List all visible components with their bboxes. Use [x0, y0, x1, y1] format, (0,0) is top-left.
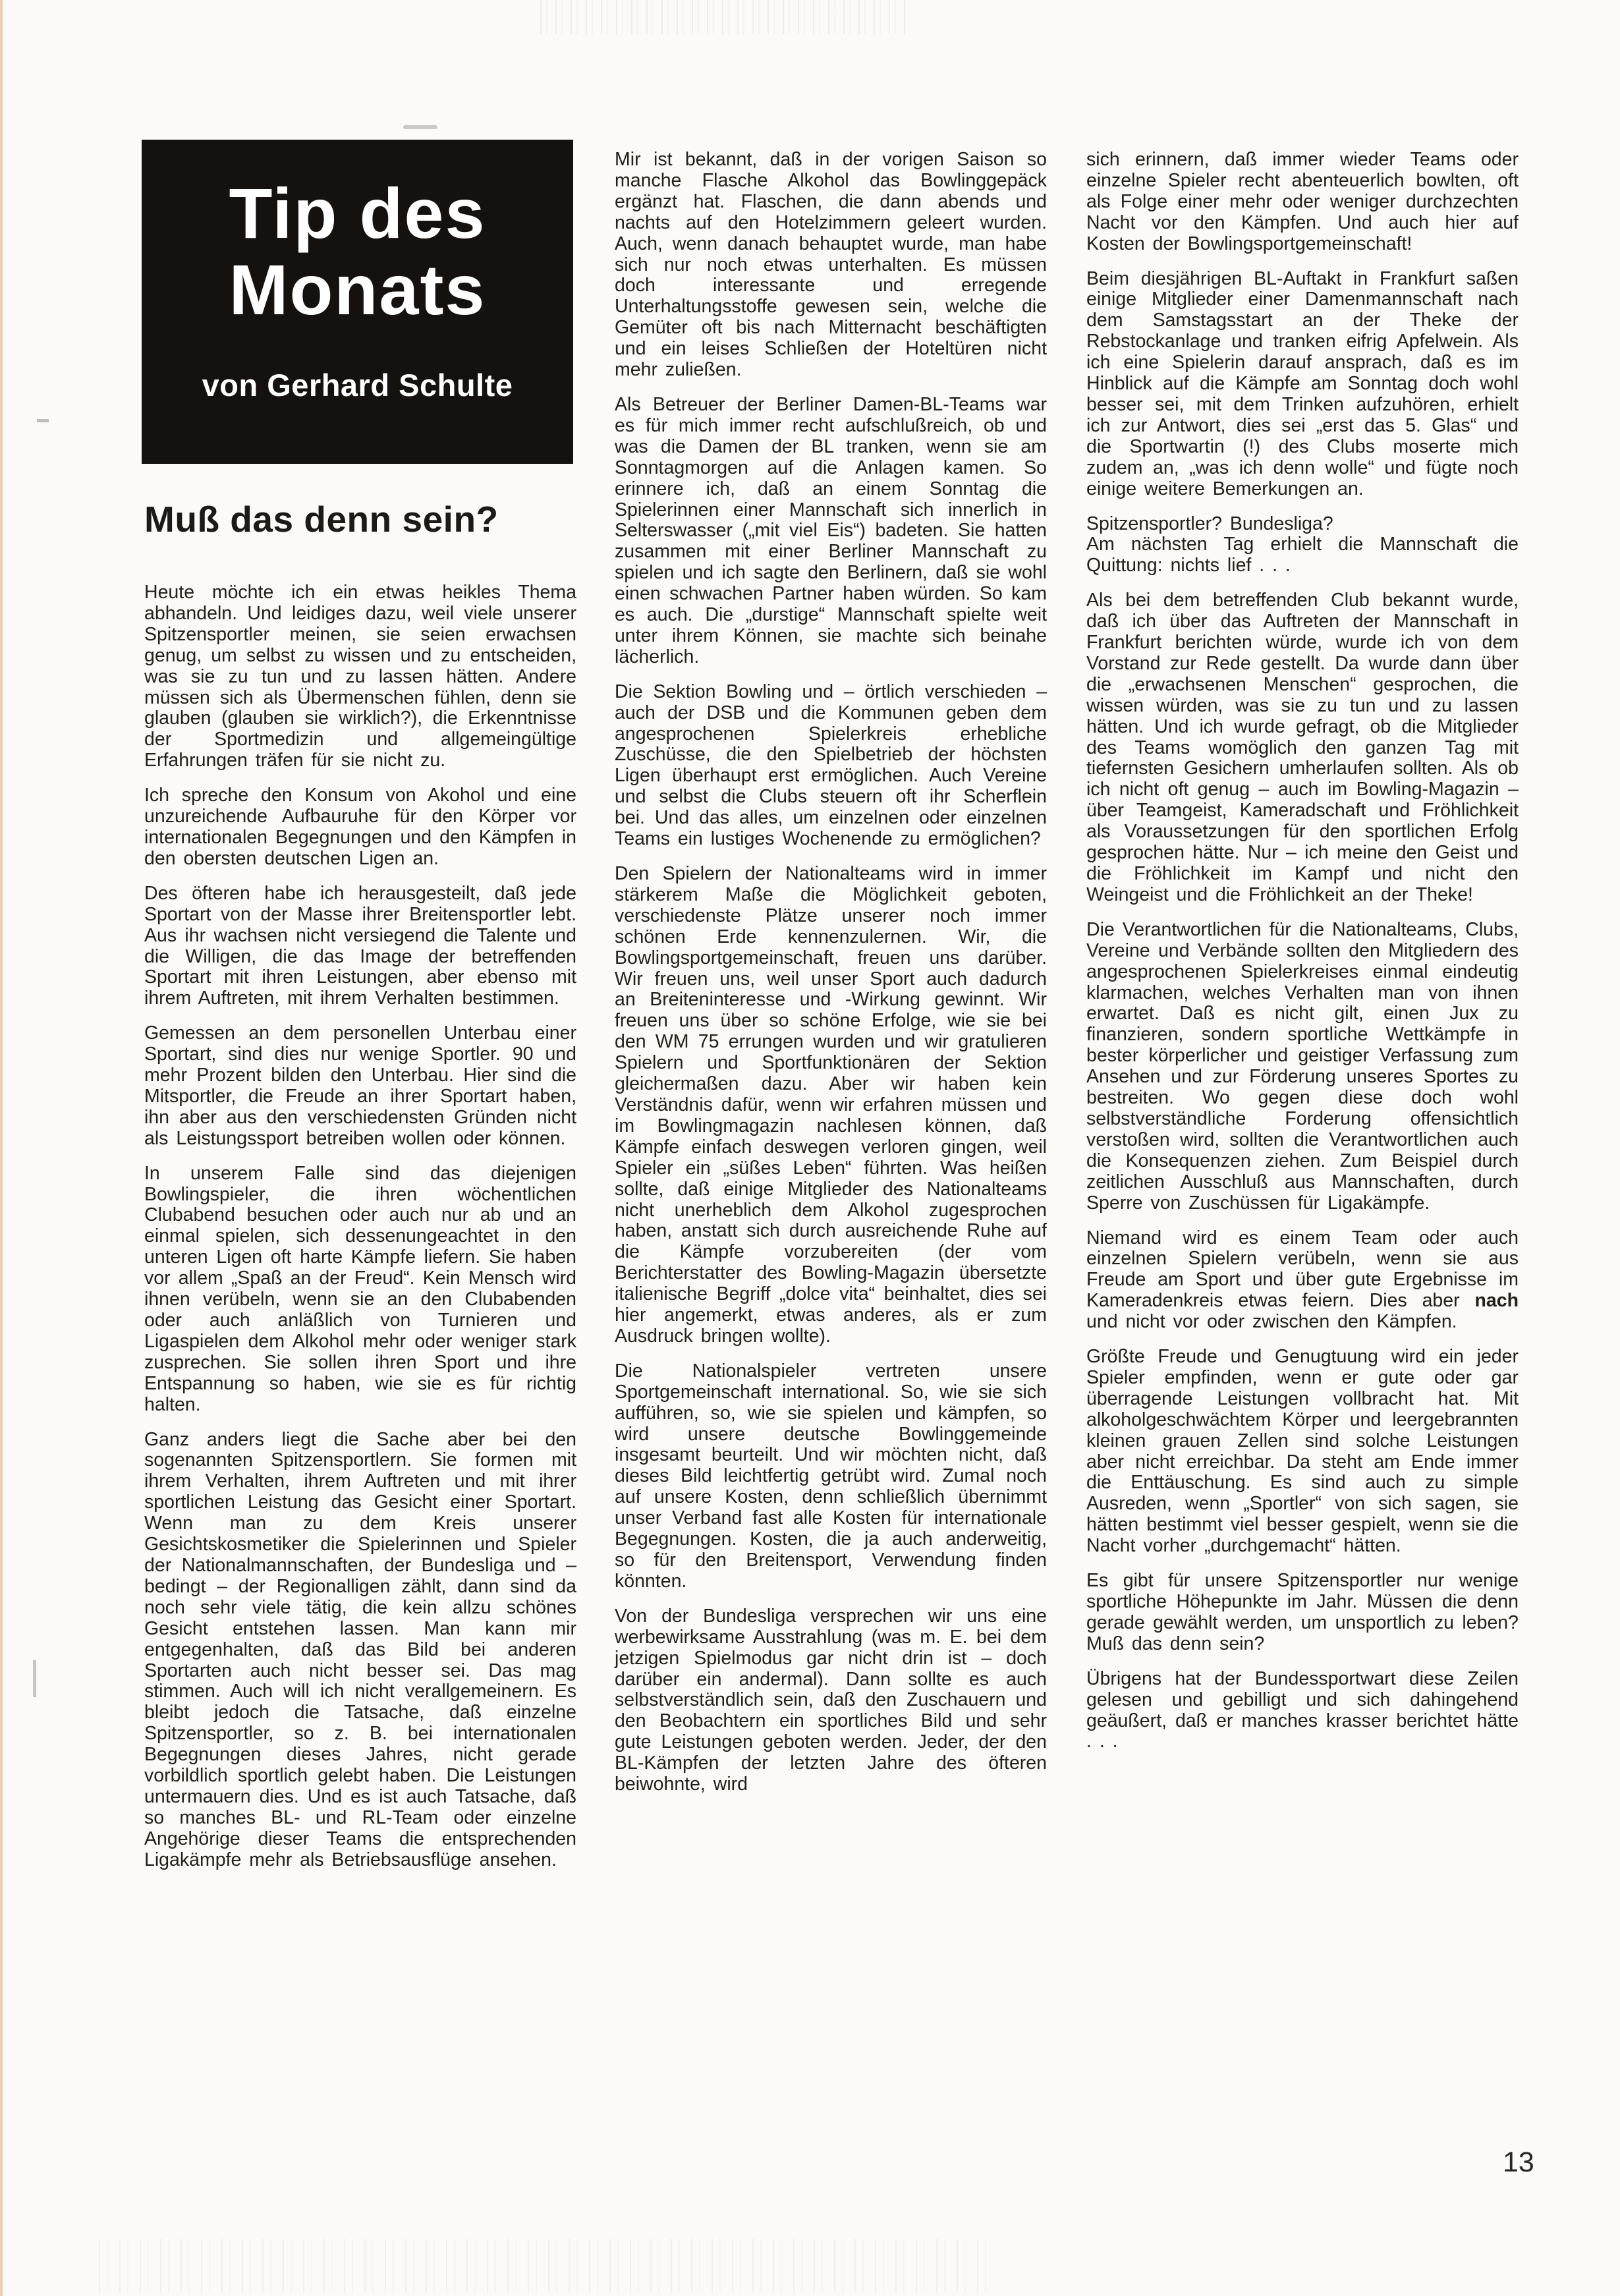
article-paragraph [615, 682, 1047, 850]
masthead-title-line2: Monats [229, 249, 486, 329]
text-run: In unserem Falle sind das diejenigen Bowlingspieler, die ihren wöchentlichen Clubabend besuchen oder auch nur ab und an einmal spielen, sich dessenungeachtet in den unteren Ligen oft harte Kämpfe liefern. Sie haben vor allem „Spaß an der Freud“. Kein Mensch wird ihnen verübeln, wenn sie an den Clubabenden oder auch anläßlich von Turnieren und Ligaspielen dem Alkohol mehr oder weniger stark zusprechen. Sie sollen ihren Sport und ihre Entspannung so haben, wie sie es für richtig halten. [144, 1162, 576, 1415]
article-column-2 [615, 150, 1047, 1795]
scan-artifact-dash [403, 125, 437, 129]
text-run: sich erinnern, daß immer wieder Teams oder einzelne Spieler recht abenteuerlich bowlten, oft als Folge einer mehr oder weniger durchzechten Nacht vor den Kämpfen. Und auch hier auf Kosten der Bowlingsportgemeinschaft! [1086, 149, 1519, 254]
text-run: Ganz anders liegt die Sache aber bei den sogenannten Spitzensportlern. Sie formen mit ihrem Verhalten, ihrem Auftreten und mit ihrer sportlichen Leistung das Gesicht einer Sportart. Wenn man zu dem Kreis unserer Gesichtskosmetiker die Spielerinnen und Spieler der Nationalmannschaften, der Bundesliga und – bedingt – der Regionalligen zählt, dann sind da noch sehr viele tätig, die kein allzu schönes Gesicht entstehen lassen. Man kann mir entgegenhalten, daß das Bild bei anderen Sportarten auch nicht besser sei. Das mag stimmen. Auch will ich nicht verallgemeinern. Es bleibt jedoch die Tatsache, daß einzelne Spitzensportler, so z. B. bei internationalen Begegnungen dieses Jahres, nicht gerade vorbildlich sportlich gelebt haben. Die Leistungen untermauern dies. Und es ist auch Tatsache, daß so manches BL- und RL-Team oder einzelne Angehörige dieser Teams die entsprechenden Ligakämpfe mehr als Betriebsausflüge ansehen. [144, 1428, 576, 1870]
text-run: Als Betreuer der Berliner Damen-BL-Teams war es für mich immer recht aufschlußreich, ob und was die Damen der BL tranken, wenn sie am Sonntagmorgen auf die Anlagen kamen. So erinnere ich, daß an einem Sonntag die Spielerinnen einer Mannschaft sich innerlich in Selterswasser („mit viel Eis“) badeten. Sie hatten zusammen mit einer Berliner Mannschaft zu spielen und ich sagte den Berlinern, daß sie wohl einen schwachen Partner haben würden. So kam es auch. Die „durstige“ Mannschaft spielte weit unter ihrem Können, sie machte sich beinahe lächerlich. [615, 393, 1047, 667]
text-run: Niemand wird es einem Team oder auch einzelnen Spielern verübeln, wenn sie aus Freude am Sport und über gute Ergebnisse im Kameradenkreis etwas feiern. Dies aber [1086, 1227, 1519, 1312]
emphasized-text: nach [1474, 1290, 1519, 1312]
scan-artifact-bottom-streaks [99, 2239, 988, 2293]
text-run: Es gibt für unsere Spitzensportler nur wenige sportliche Höhepunkte im Jahr. Müssen die denn gerade gewählt werden, um unsportlich zu leben? Muß das denn sein? [1086, 1570, 1519, 1654]
text-run: und nicht vor oder zwischen den Kämpfen. [1086, 1311, 1457, 1333]
text-run: Als bei dem betreffenden Club bekannt wurde, daß ich über das Auftreten der Mannschaft in Frankfurt berichten würde, wurde ich von dem Vorstand zur Rede gestellt. Da wurde dann über die „erwachsenen Menschen“ gesprochen, die wissen würden, was sie zu tun und zu lassen hätten. Und ich wurde gefragt, ob die Mitglieder des Teams womöglich den ganzen Tag mit tiefernsten Gesichern umherlaufen sollten. Als ob ich nicht oft genug – auch im Bowling-Magazin – über Teamgeist, Kameradschaft und Fröhlichkeit als Voraussetzungen für den sportlichen Erfolg gesprochen hätte. Nur – ich meine den Geist und die Fröhlichkeit im Kampf und nicht den Weingeist und die Fröhlichkeit an der Theke! [1086, 590, 1519, 905]
article-paragraph [1086, 1347, 1519, 1557]
article-paragraph [1086, 269, 1519, 500]
text-run: Mir ist bekannt, daß in der vorigen Saison so manche Flasche Alkohol das Bowlinggepäck ergänzt hat. Flaschen, die dann abends und nachts auf den Hotelzimmern geleert wurden. Auch, wenn danach behauptet wurde, man habe sich nur noch etwas unterhalten. Es müssen doch interessante und erregende Unterhaltungsstoffe gewesen sein, welche die Gemüter oft bis nach Mitternacht beschäftigten und ein leises Schließen der Hoteltüren nicht mehr zuließen. [615, 149, 1047, 381]
text-run: Die Verantwortlichen für die Nationalteams, Clubs, Vereine und Verbände sollten den Mitgliedern des angesprochenen Spielerkreises einmal eindeutig klarmachen, welches Verhalten man von ihnen erwartet. Daß es nicht gilt, einen Jux zu finanzieren, sondern sportliche Wettkämpfe in bester körperlicher und geistiger Verfassung zum Ansehen und zur Förderung unseres Sportes zu bestreiten. Wo gegen diese doch wohl selbstverständliche Forderung offensichtlich verstoßen wird, sollten die Verantwortlichen auch die Konsequenzen ziehen. Zum Beispiel durch zeitlichen Ausschluß aus Mannschaften, durch Sperre von Zuschüssen für Ligakämpfe. [1086, 918, 1519, 1214]
masthead-byline: von Gerhard Schulte [202, 368, 513, 403]
text-run: Die Nationalspieler vertreten unsere Sportgemeinschaft international. So, wie sie sich aufführen, so, wie sie spielen und kämpfen, so wird unsere deutsche Bowlinggemeinde insgesamt beurteilt. Und wir möchten nicht, daß dieses Bild leichtfertig getrübt wird. Zumal noch auf unsere Kosten, denn schließlich übernimmt unser Verband fast alle Kosten für internationale Begegnungen. Kosten, die ja auch anderweitig, so für den Breitensport, Verwendung finden könnten. [615, 1360, 1047, 1592]
article-paragraph [615, 1361, 1047, 1592]
article-column-1 [144, 582, 576, 1871]
masthead-title-line1: Tip des [229, 173, 486, 253]
text-run: Die Sektion Bowling und – örtlich verschieden – auch der DSB und die Kommunen geben dem angesprochenen Spielerkreis erhebliche Zuschüsse, die den Spielbetrieb der höchsten Ligen überhaupt erst ermöglichen. Auch Vereine und selbst die Clubs steuern oft ihr Scherflein bei. Und das alles, um einzelnen oder einzelnen Teams ein lustiges Wochenende zu ermöglichen? [615, 681, 1047, 850]
masthead-box [142, 140, 573, 464]
scan-edge-line [0, 0, 3, 2296]
text-run: Spitzensportler? Bundesliga? [1086, 513, 1333, 534]
article-paragraph [144, 582, 576, 771]
article-paragraph [615, 864, 1047, 1347]
article-paragraph [1086, 514, 1519, 577]
article-paragraph [1086, 590, 1519, 906]
scan-artifact-left-mark [33, 1660, 36, 1697]
article-paragraph [615, 150, 1047, 381]
article-paragraph [615, 395, 1047, 668]
article-paragraph [1086, 1228, 1519, 1333]
scan-artifact-left-mark [37, 419, 49, 422]
article-paragraph [144, 1023, 576, 1149]
article-column-3 [1086, 150, 1519, 1752]
article-paragraph [1086, 1571, 1519, 1655]
article-paragraph [144, 785, 576, 870]
text-run: Übrigens hat der Bundessportwart diese Zeilen gelesen und gebilligt und sich dahingehend geäußert, daß er manches krasser berichtet hätte . . . [1086, 1667, 1519, 1752]
article-paragraph [1086, 920, 1519, 1214]
text-run: Den Spielern der Nationalteams wird in immer stärkerem Maße die Möglichkeit geboten, verschiedenste Plätze unserer noch immer schönen Erde kennenzulernen. Wir, die Bowlingsportgemeinschaft, freuen uns darüber. Wir freuen uns, weil unser Sport auch dadurch an Breiteninteresse und -Wirkung gewinnt. Wir freuen uns über so schöne Erfolge, wie sie bei den WM 75 errungen wurden und wir gratulieren Spielern und Sportfunktionären der Sektion gleichermaßen dazu. Aber wir haben kein Verständnis dafür, wenn wir erfahren müssen und im Bowlingmagazin nachlesen können, daß Kämpfe einfach deswegen verloren gingen, weil Spieler ein „süßes Leben“ führten. Was heißen sollte, daß einige Mitglieder des Nationalteams nicht unerheblich dem Alkohol zugesprochen haben, anstatt sich durch ausreichende Ruhe auf die Kämpfe vorzubereiten (der vom Berichterstatter des Bowling-Magazin übersetzte italienische Begriff „dolce vita“ beinhaltet, dies sei hier angemerkt, etwas anderes, als er zum Ausdruck bringen wollte). [615, 863, 1047, 1347]
text-run: Ich spreche den Konsum von Akohol und eine unzureichende Aufbauruhe für den Körper vor internationalen Begegnungen und den Kämpfen in den obersten deutschen Ligen an. [144, 785, 576, 869]
article-paragraph [144, 1430, 576, 1871]
article-paragraph [144, 883, 576, 1009]
scan-artifact-top-streaks [540, 0, 909, 34]
text-run: Beim diesjährigen BL-Auftakt in Frankfurt saßen einige Mitglieder einer Damenmannschaft nach dem Samstagsstart an der Theke der Rebstockanlage und tranken eifrig Apfelwein. Als ich eine Spielerin darauf ansprach, daß es im Hinblick auf die Kämpfe am Sonntag doch wohl besser sei, mit dem Trinken aufzuhören, erhielt ich zur Antwort, dies sei „erst das 5. Glas“ und die Sportwartin (!) des Clubs moserte mich zudem an, „was ich denn wolle“ und fügte noch einige weitere Bemerkungen an. [1086, 267, 1519, 499]
text-run: Größte Freude und Genugtuung wird ein jeder Spieler empfinden, wenn er gute oder gar überragende Leistungen vollbracht hat. Mit alkoholgeschwächtem Körper und leergebrannten kleinen grauen Zellen sind solche Leistungen aber nicht erreichbar. Da steht am Ende immer die Enttäuschung. Es sind auch zu simple Ausreden, wenn „Sportler“ von sich sagen, sie hätten bestimmt viel besser gespielt, wenn sie die Nacht vorher „durchgemacht“ hätten. [1086, 1346, 1519, 1557]
article-paragraph [1086, 1669, 1519, 1753]
text-run: Gemessen an dem personellen Unterbau einer Sportart, sind dies nur wenige Sportler. 90 und mehr Prozent bilden den Unterbau. Hier sind die Mitsportler, die Freude an ihrer Sportart haben, ihn aber aus den verschiedensten Gründen nicht als Leistungssport betreiben wollen oder können. [144, 1022, 576, 1149]
article-paragraph [1086, 150, 1519, 255]
page-number: 13 [1503, 2146, 1534, 2178]
article-headline: Muß das denn sein? [144, 499, 499, 540]
article-paragraph [144, 1163, 576, 1416]
text-run: Heute möchte ich ein etwas heikles Thema abhandeln. Und leidiges dazu, weil viele unserer Spitzensportler meinen, sie seien erwachsen genug, um selbst zu wissen und zu entscheiden, was sie zu tun und zu lassen hätten. Andere müssen sich als Übermenschen fühlen, denn sie glauben (glauben sie wirklich?), die Erkenntnisse der Sportmedizin und allgemeingültige Erfahrungen träfen für sie nicht zu. [144, 582, 576, 771]
article-paragraph [615, 1606, 1047, 1795]
text-run: Des öfteren habe ich herausgesteilt, daß jede Sportart von der Masse ihrer Breitensportler lebt. Aus ihr wachsen nicht versiegend die Talente und die Willigen, die das Image der betreffenden Sportart mit ihren Leistungen, aber ebenso mit ihrem Auftreten, mit ihrem Verhalten bestimmen. [144, 882, 576, 1009]
text-run: Von der Bundesliga versprechen wir uns eine werbewirksame Ausstrahlung (was m. E. bei dem jetzigen Spielmodus gar nicht drin ist – doch darüber ein andermal). Dann sollte es auch selbstverständlich sein, daß den Zuschauern und den Beobachtern ein sportliches Bild und sehr gute Leistungen geboten werden. Jeder, der den BL-Kämpfen der letzten Jahre des öfteren beiwohnte, wird [615, 1605, 1047, 1795]
text-run: Am nächsten Tag erhielt die Mannschaft die Quittung: nichts lief . . . [1086, 534, 1519, 576]
